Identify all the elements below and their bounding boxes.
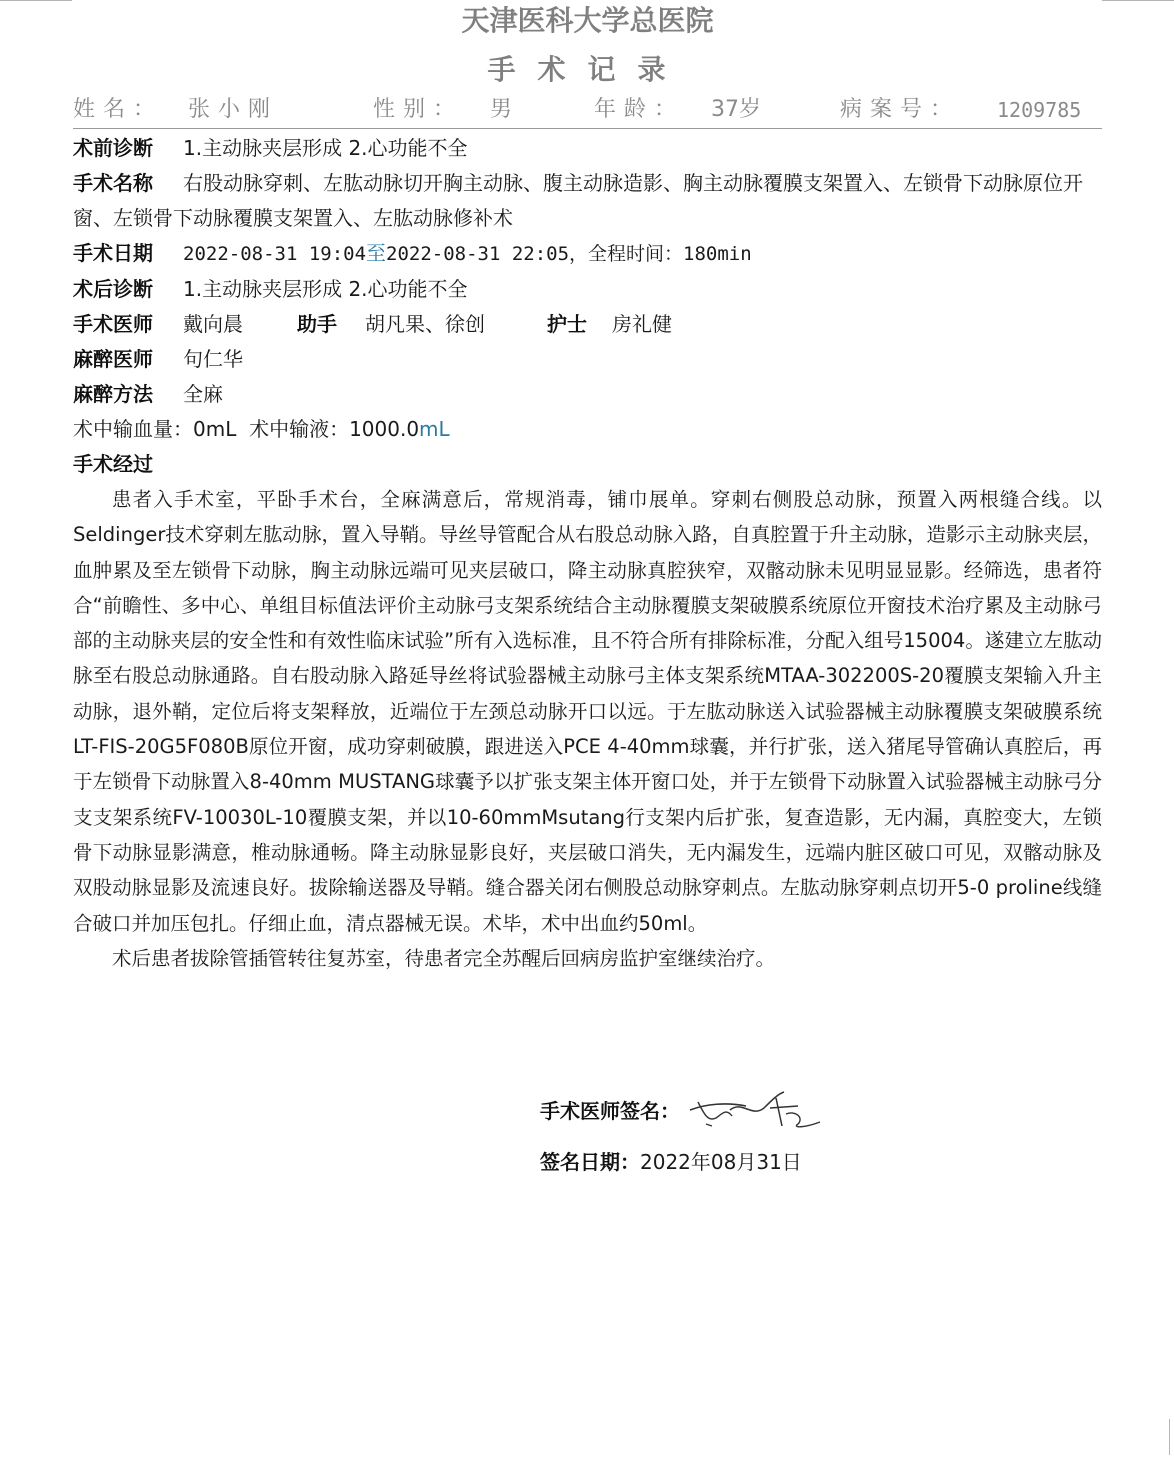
anesthesia-method-label: 麻醉方法 (73, 382, 153, 406)
post-op-diagnosis-row (73, 272, 1102, 307)
surgeon-label: 手术医师 (73, 312, 153, 336)
staff-row (73, 307, 1102, 342)
patient-name: 张小刚 (188, 97, 279, 122)
anesthesia-method-row (73, 377, 1102, 412)
patient-age-label: 年龄： (594, 97, 685, 122)
handwritten-signature (686, 1088, 826, 1137)
procedure-paragraph-2: 术后患者拔除管插管转往复苏室，待患者完全苏醒后回病房监护室继续治疗。 (112, 946, 776, 970)
page-corner-mark-left (0, 0, 72, 1)
pre-op-diagnosis: 1.主动脉夹层形成 2.心功能不全 (183, 136, 468, 160)
anesthetist-name: 句仁华 (183, 347, 243, 371)
procedure-paragraph-1: 患者入手术室，平卧手术台，全麻满意后，常规消毒，铺巾展单。穿刺右侧股总动脉，预置入两根缝合线。以Seldinger技术穿刺左肱动脉，置入导鞘。导丝导管配合从右股总动脉入路，自真腔置于升主动脉，造影示主动脉夹层，血肿累及至左锁骨下动脉，胸主动脉远端可见夹层破口，降主动脉真腔狭窄，双髂动脉未见明显显影。经筛选，患者符合“前瞻性、多中心、单组目标值法评价主动脉弓支架系统结合主动脉覆膜支架破膜系统原位开窗技术治疗累及主动脉弓部的主动脉夹层的安全性和有效性临床试验”所有入选标准，且不符合所有排除标准，分配入组号15004。遂建立左肱动脉至右股总动脉通路。自右股动脉入路延导丝将试验器械主动脉弓主体支架系统MTAA-302200S-20覆膜支架输入升主动脉，退外鞘，定位后将支架释放，近端位于左颈总动脉开口以远。于左肱动脉送入试验器械主动脉覆膜支架破膜系统LT-FIS-20G5F080B原位开窗，成功穿刺破膜，跟进送入PCE 4-40mm球囊，并行扩张，送入猪尾导管确认真腔后，再于左锁骨下动脉置入8-40mm MUSTANG球囊予以扩张支架主体开窗口处，并于左锁骨下动脉置入试验器械主动脉弓分支支架系统FV-10030L-10覆膜支架，并以10-60mmMsutang行支架内后扩张，复查造影，无内漏，真腔变大，左锁骨下动脉显影满意，椎动脉通畅。降主动脉显影良好，夹层破口消失，无内漏发生，远端内脏区破口可见，双髂动脉及双股动脉显影及流速良好。拔除输送器及导鞘。缝合器关闭右侧股总动脉穿刺点。左肱动脉穿刺点切开5-0 proline线缝合破口并加压包扎。仔细止血，清点器械无误。术毕，术中出血约50ml。 (73, 488, 1102, 935)
assistant-names: 胡凡果、徐创 (365, 312, 485, 336)
post-op-diagnosis: 1.主动脉夹层形成 2.心功能不全 (183, 277, 468, 301)
transfusion-unit: mL (419, 417, 450, 441)
signature-date-label: 签名日期： (540, 1150, 640, 1174)
surgeon-name: 戴向晨 (183, 312, 243, 336)
record-number-label: 病案号： (840, 97, 961, 122)
signature-date: 2022年08月31日 (640, 1150, 802, 1174)
anesthetist-label: 麻醉医师 (73, 347, 153, 371)
surgeon-signature-label: 手术医师签名： (540, 1099, 680, 1123)
anesthesia-method: 全麻 (183, 382, 223, 406)
operation-date-to: 至 (366, 241, 387, 265)
operation-name-row (73, 166, 1102, 236)
nurse-name: 房礼健 (612, 312, 672, 336)
transfusion-info: 术中输血量：0mL 术中输液：1000.0 (73, 417, 420, 441)
page-corner-mark-right (1102, 0, 1174, 1)
document-title: 手术记录 (487, 53, 688, 86)
procedure-heading-row (73, 447, 1102, 482)
procedure-description (73, 482, 1102, 976)
post-op-diagnosis-label: 术后诊断 (73, 277, 153, 301)
surgery-record-document (73, 0, 1102, 976)
operation-name-label: 手术名称 (73, 171, 153, 195)
hospital-name: 天津医科大学总医院 (461, 4, 714, 37)
surgeon-signature-row (540, 1088, 826, 1137)
nurse-label: 护士 (547, 312, 587, 336)
record-number: 1209785 (997, 98, 1082, 122)
patient-sex-label: 性别： (373, 97, 464, 122)
patient-name-label: 姓名： (73, 97, 164, 122)
signature-date-row (540, 1146, 802, 1175)
operation-start-time: 2022-08-31 19:04 (183, 243, 367, 265)
assistant-label: 助手 (297, 312, 337, 336)
operation-end-time: 2022-08-31 22:05，全程时间：180min (386, 243, 752, 265)
operation-name: 右股动脉穿刺、左肱动脉切开胸主动脉、腹主动脉造影、胸主动脉覆膜支架置入、左锁骨下动脉原位开窗、左锁骨下动脉覆膜支架置入、左肱动脉修补术 (73, 171, 1083, 230)
pre-op-diagnosis-label: 术前诊断 (73, 136, 153, 160)
fluid-row (73, 412, 1102, 447)
operation-date-row (73, 236, 1102, 272)
patient-info-bar (73, 92, 1102, 129)
anesthetist-row (73, 342, 1102, 377)
page-edge-mark (1169, 1419, 1170, 1455)
operation-date-label: 手术日期 (73, 241, 153, 265)
patient-sex: 男 (490, 97, 513, 122)
patient-age: 37岁 (711, 97, 761, 122)
procedure-label: 手术经过 (73, 452, 153, 476)
pre-op-diagnosis-row (73, 131, 1102, 166)
